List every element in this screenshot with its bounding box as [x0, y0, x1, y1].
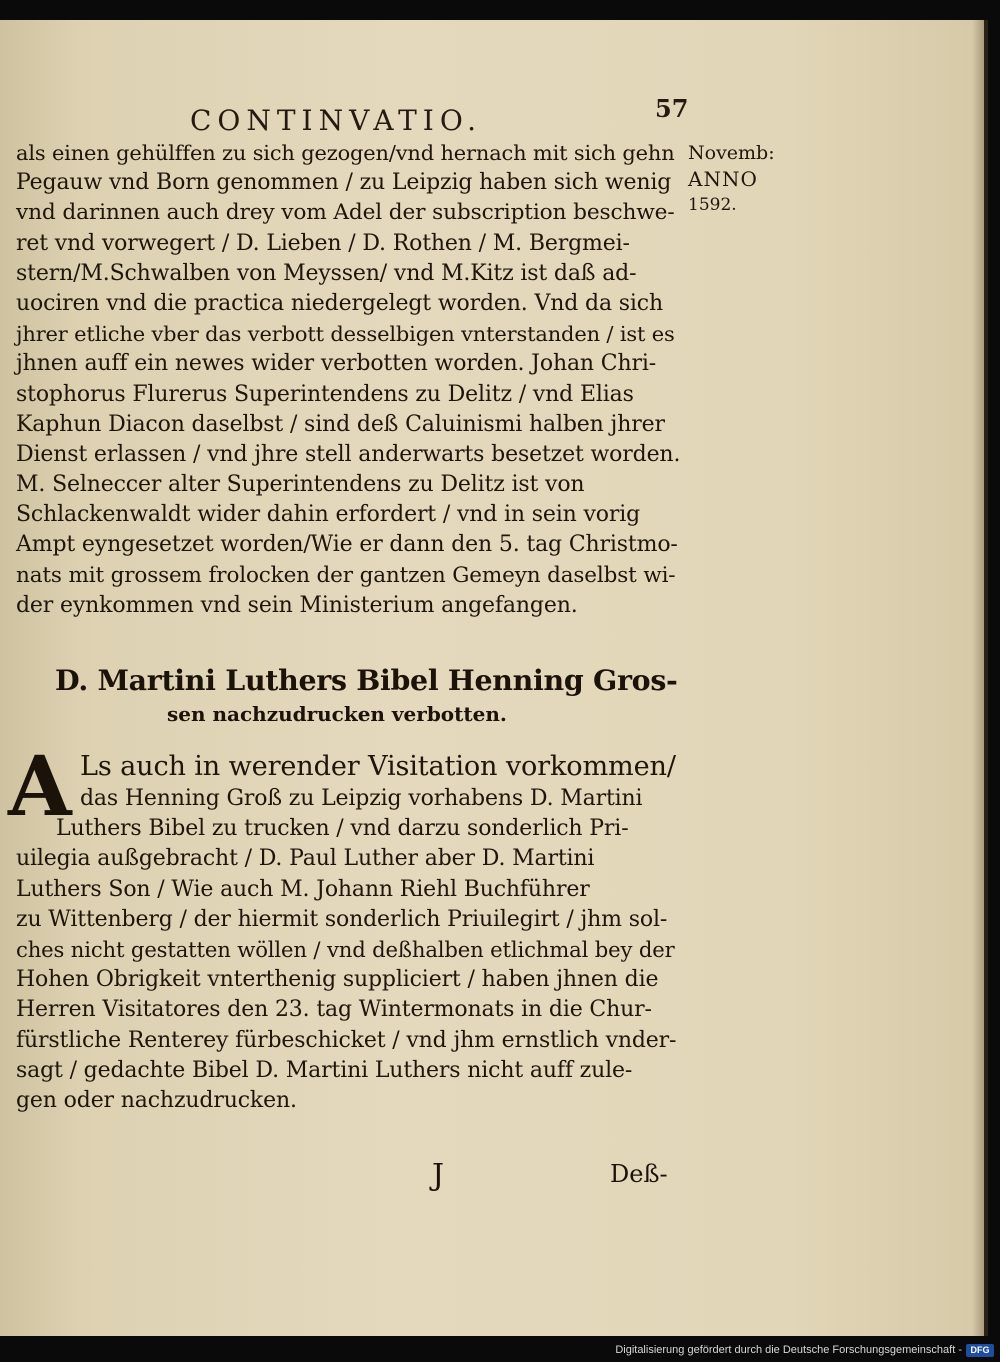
- page-edge-shadow: [972, 20, 984, 1336]
- text-line: M. Selneccer alter Superintendens zu Delitz ist von: [16, 472, 585, 498]
- section-heading-line-2: sen nachzudrucken verbotten.: [167, 702, 507, 726]
- section-heading: [55, 660, 685, 728]
- text-line: fürstliche Renterey fürbeschicket / vnd jhm ernstlich vnder-: [16, 1027, 677, 1053]
- text-line: uilegia außgebracht / D. Paul Luther aber D. Martini: [16, 846, 595, 872]
- text-line: Pegauw vnd Born genommen / zu Leipzig haben sich wenig: [16, 170, 672, 196]
- text-line: das Henning Groß zu Leipzig vorhabens D. Martini: [80, 786, 643, 811]
- margin-note-year: 1592.: [688, 195, 737, 215]
- text-line: uociren vnd die practica niedergelegt worden. Vnd da sich: [16, 290, 663, 316]
- signature-mark: J: [432, 1158, 445, 1193]
- paragraph-2: [16, 750, 682, 1116]
- text-line: stern/M.Schwalben von Meyssen/ vnd M.Kitz ist daß ad-: [16, 260, 637, 286]
- book-page: [0, 20, 988, 1336]
- text-line: Luthers Bibel zu trucken / vnd darzu sonderlich Pri-: [56, 816, 629, 842]
- text-line: zu Wittenberg / der hiermit sonderlich Priuilegirt / jhm sol-: [16, 906, 668, 932]
- paragraph-1: [16, 138, 682, 621]
- text-line: ches nicht gestatten wöllen / vnd deßhalben etlichmal bey der: [16, 936, 675, 962]
- section-heading-line-1: D. Martini Luthers Bibel Henning Gros-: [55, 663, 678, 697]
- page-header: [0, 82, 984, 137]
- viewer-footer: [0, 1336, 1000, 1362]
- text-line: der eynkommen vnd sein Ministerium angefangen.: [16, 592, 578, 618]
- text-line: Kaphun Diacon daselbst / sind deß Caluinismi halben jhrer: [16, 411, 665, 437]
- text-line: vnd darinnen auch drey vom Adel der subscription beschwe-: [16, 200, 675, 226]
- margin-note-anno: ANNO: [688, 167, 758, 191]
- text-line: nats mit grossem frolocken der gantzen Gemeyn daselbst wi-: [16, 562, 676, 588]
- dfg-logo: DFG: [966, 1344, 994, 1357]
- text-line: sagt / gedachte Bibel D. Martini Luthers nicht auff zule-: [16, 1057, 633, 1083]
- text-line: jhrer etliche vber das verbott desselbigen vnterstanden / ist es: [16, 322, 675, 347]
- page-foot: [0, 1158, 700, 1198]
- catchword: Deß-: [610, 1160, 668, 1188]
- margin-notes: [688, 140, 798, 218]
- text-line: Dienst erlassen / vnd jhre stell anderwarts besetzet worden.: [16, 441, 681, 467]
- funding-credit: Digitalisierung gefördert durch die Deutsche Forschungsgemeinschaft -: [615, 1344, 962, 1356]
- text-line: Ampt eyngesetzet worden/Wie er dann den 5. tag Christmo-: [16, 532, 678, 558]
- text-line: stophorus Flurerus Superintendens zu Delitz / vnd Elias: [16, 381, 634, 407]
- text-line: ret vnd vorwegert / D. Lieben / D. Rothen / M. Bergmei-: [16, 230, 630, 256]
- text-line: Hohen Obrigkeit vnterthenig suppliciert / haben jhnen die: [16, 967, 659, 993]
- text-line: gen oder nachzudrucken.: [16, 1087, 297, 1113]
- text-line: Luthers Son / Wie auch M. Johann Riehl Buchführer: [16, 876, 590, 902]
- text-line: Ls auch in werender Visitation vorkommen/: [80, 751, 676, 782]
- text-line: Herren Visitatores den 23. tag Wintermonats in die Chur-: [16, 997, 652, 1023]
- text-line: als einen gehülffen zu sich gezogen/vnd hernach mit sich gehn: [16, 141, 675, 165]
- text-line: jhnen auff ein newes wider verbotten worden. Johan Chri-: [16, 351, 657, 377]
- running-head: CONTINVATIO.: [190, 104, 483, 137]
- folio-number: 57: [655, 94, 689, 123]
- text-line: Schlackenwaldt wider dahin erfordert / vnd in sein vorig: [16, 502, 641, 528]
- margin-note-month: Novemb:: [688, 142, 775, 164]
- decorated-initial: A: [8, 739, 72, 835]
